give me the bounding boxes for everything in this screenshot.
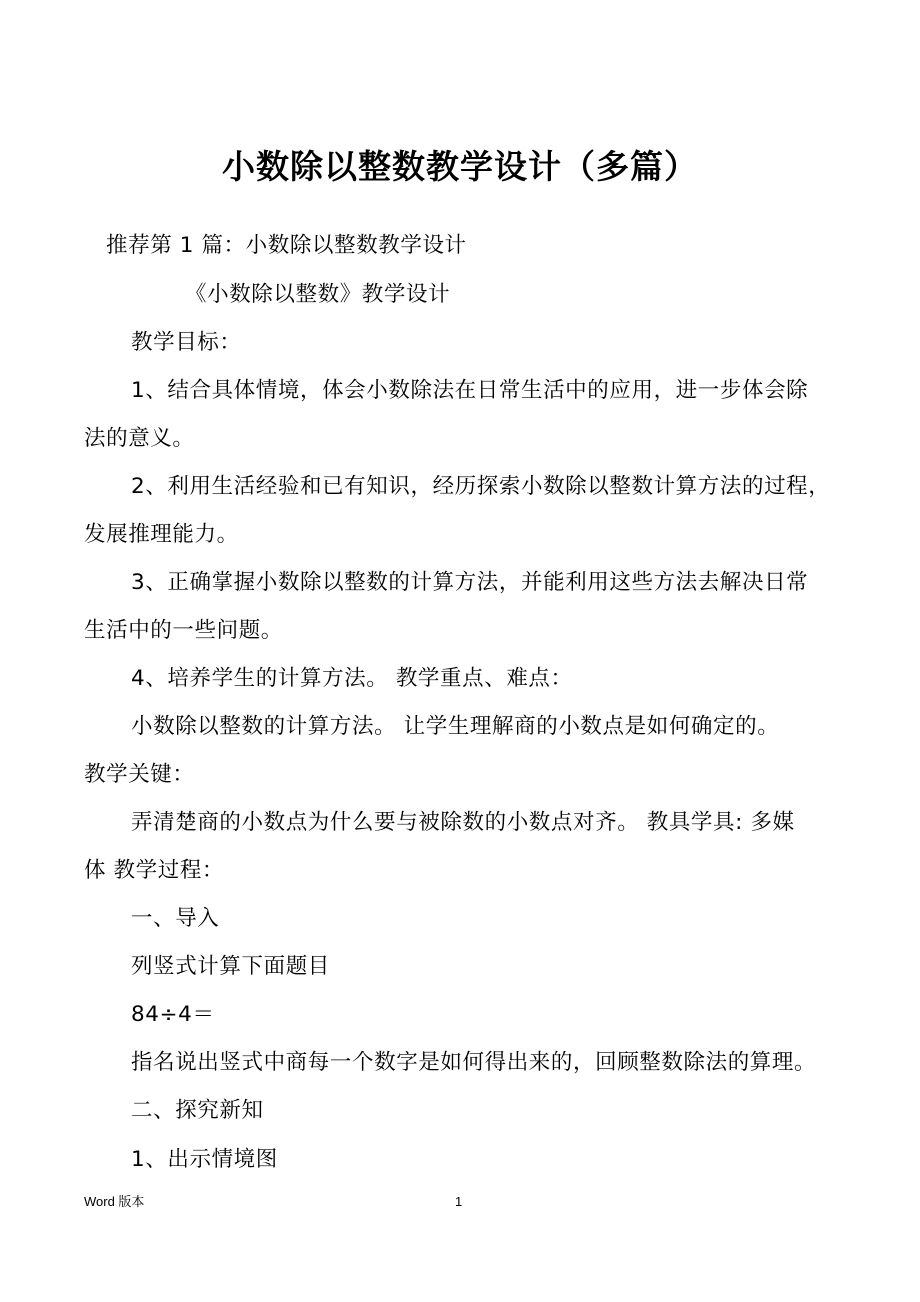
text-line: 1、出示情境图 [131, 1147, 278, 1172]
text-line: 生活中的一些问题。 [84, 618, 283, 643]
text-line: 1、结合具体情境，体会小数除法在日常生活中的应用，进一步体会除 [131, 378, 809, 403]
text-line: 列竖式计算下面题目 [131, 954, 330, 979]
text-line: 弄清楚商的小数点为什么要与被除数的小数点对齐。 教具学具: 多媒 [131, 810, 795, 835]
footer-version-label: Word 版本 [84, 1194, 145, 1209]
text-line: 4、培养学生的计算方法。 教学重点、难点： [131, 666, 573, 691]
page-title: 小数除以整数教学设计（多篇） [222, 147, 698, 186]
text-line: 3、正确掌握小数除以整数的计算方法，并能利用这些方法去解决日常 [131, 570, 809, 595]
text-line: 发展推理能力。 [84, 522, 239, 547]
text-line: 2、利用生活经验和已有知识，经历探索小数除以整数计算方法的过程， [131, 474, 831, 499]
text-line: 84÷4＝ [131, 1002, 215, 1027]
text-line: 二、探究新知 [131, 1098, 264, 1123]
text-line: 推荐第 1 篇：小数除以整数教学设计 [106, 233, 467, 258]
text-line: 指名说出竖式中商每一个数字是如何得出来的，回顾整数除法的算理。 [131, 1050, 817, 1075]
text-line: 教学目标： [131, 330, 242, 355]
text-line: 一、导入 [131, 906, 220, 931]
text-line: 教学关键： [84, 762, 195, 787]
text-line: 法的意义。 [84, 426, 195, 451]
text-line: 小数除以整数的计算方法。 让学生理解商的小数点是如何确定的。 [131, 714, 780, 739]
footer-page-number: 1 [455, 1194, 463, 1209]
text-line: 体 教学过程： [84, 858, 225, 883]
text-line: 《小数除以整数》教学设计 [185, 282, 451, 307]
